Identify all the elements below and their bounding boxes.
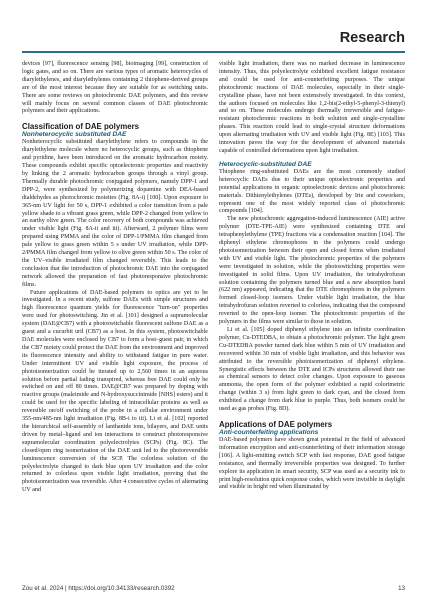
left-column bbox=[22, 61, 208, 495]
section-heading-applications: Applications of DAE polymers bbox=[219, 419, 333, 429]
right-column bbox=[219, 61, 405, 492]
paragraph: Li et al. [105] doped diphenyl ethylene into an infinite coordination polymer, Cu-DTEDBA, to obtain a photochromic polymer. The light green Cu-DTEDBA powder turned dark blue within 5 min of UV irradiation and recovered within 30 min of visible light irradiation, and this behavior was attributed to the reversible photoisomerization of diphenyl ethylene. Synergistic effects between the DTE and ICPs structures allowed their use as chemical sensors to detect color changes. Upon exposure to gaseous ammonia, the open form of the polymer exhibited a rapid colorimetric change (within 3 s) from light green to dark cyan, and the closed form exhibited a change from dark blue to purple. Thus, both isomers could be used as gas probes (Fig. 8D). bbox=[219, 327, 405, 413]
paragraph: devices [97], fluorescence sensing [98], bioimaging [99], construction of logic gates, and so on. There are various types of aromatic heterocycles of diarylethylenes, and diarylethylenes containing 2 thiophene-derived groups are of the most interest because they are suitable for as switching units. There are some reviews on photochromic DAE polymers, and this review will mainly focus on several common classes of DAE photochromic polymers and their applications. bbox=[22, 61, 208, 115]
paragraph: visible light irradiation, there was no marked decrease in luminescence intensity. Thus, this polyelectrolyte exhibited excellent fatigue resistance and could be used for anti-counterfeiting purposes. The unique photochromic reactions of DAE molecules, especially in their single-crystalline phase, have not been extensively investigated. In this context, the authors focused on molecules like 1,2-bis(2-ethyl-5-phenyl-3-thienyl) and so on. These molecules undergo thermally irreversible and fatigue-resistant photochromic reactions in both solution and single-crystalline phases. This reaction could lead to single-crystal structure deformations upon alternating irradiation with UV and visible light (Fig. 8E) [103]. This innovation paves the way for the development of advanced materials capable of controlled deformations upon light irradiation. bbox=[219, 61, 405, 154]
section-heading-classification: Classification of DAE polymers bbox=[22, 122, 140, 132]
paragraph: The new photochromic aggregation-induced luminescence (AIE) active polymer (DTE-TPE-AIE) were synthesized containing DTE and tetraphenylethylene (TPE) fractions via a condensation reaction [104]. The diphenyl ethylene chromophores in the polymers could undergo photoisomerization between their open and closed forms when irradiated with UV and visible light. The photochromic properties of the polymers were investigated in solution, while the photoswitching properties were investigated in solid films. Upon UV irradiation, the tetrahydrofuran solution containing the polymers turned blue and a new absorption band (622 nm) appeared, indicating that the DTE chromophores in the polymers formed closed-loop isomers. Under visible light irradiation, the blue tetrahydrofuran solution reverted to colorless, indicating that the compound reverted to the open-loop isomer. The photochromic properties of the polymers in the films were similar to those in solution. bbox=[219, 216, 405, 326]
footer-citation-link[interactable]: Zou et al. 2024 | https://doi.org/10.34133/research.0392 bbox=[22, 585, 175, 592]
subsection-heading-anti-counterfeiting: Anti-counterfeiting applications bbox=[219, 428, 319, 436]
header-rule bbox=[22, 51, 405, 53]
journal-section-label: Research bbox=[339, 30, 405, 46]
subsection-heading-nonheterocyclic: Nonheterocyclic substituted DAE bbox=[22, 131, 127, 139]
paragraph: Future applications of DAE-based polymers to optics are yet to be investigated. In a recent study, sulfone DAEs with simple structures and high fluorescence quantum yields for fluorescence "turn-on" properties were used for photoswitching. Jin et al. [101] designed a supramolecular system (DAE@CB7) with a photoswitchable fluorescent sulfone DAE as a guest and a cucurbit uril (CB7) as a host. In this system, photoswitchable DAE molecules were enclosed by CB7 to form a host–guest pair, in which the CB7 moiety could protect the DAE from the environment and improved its fluorescence intensity and ability to withstand fatigue in pure water. Under intermittent UV and visible light exposure, the process of photoisomerization could be iterated up to 2,560 times in an aqueous solution before partial fading transpired, whereas free DAE could only be switched on and off 80 times. DAE@CB7 was prepared by doping with reactive groups (maleimide and N-hydroxysuccinimide [NHS] esters) and it could be used for the specific labeling of intracellular proteins as well as reversible on/off switching of the probe in a cellular environment under 355-nm/485-nm light irradiation (Fig. 8B-i to iii). Li et al. [102] reported the hierarchical self-assembly of lanthanide ions, bilayers, and DAE units driven by metal–ligand and ion interactions to construct photoresponsive supramolecular coordination polyelectrolytes (SCPs) (Fig. 8C). The closed/open ring isomerization of the DAE unit led to the photoreversible luminescence conversion of the SCP. The colorless solution of the polyelectrolyte changed to dark blue upon UV irradiation and the color returned to colorless upon visible light irradiation, proving that the photoisomerization was reversible. After 4 consecutive cycles of alternating UV and bbox=[22, 289, 208, 494]
paragraph: Thiophene ring-substituted DAEs are the most commonly studied heterocyclic DAEs due to their unique optoelectronic properties and potential applications in organic optoelectronic devices and photochromic materials. Dithienylethylenes (DTEs), developed by Irie and coworkers, represent one of the most widely reported class of photochromic compounds [104]. bbox=[219, 168, 405, 215]
paragraph: Nonheterocyclic substituted diarylethylene refers to compounds in the diarylethylene molecule where no heterocyclic groups, such as thiophene and pyridine, have been introduced on the aromatic hydrocarbon moiety. These compounds exhibit specific optoelectronic properties and reactivity by linking the 2 aromatic hydrocarbon groups through a vinyl group. Thermally durable photochromic conjugated polymers, namely DPP-1 and DPP-2, were synthesized by polymerizing dopamine with DEA-based dialdehydes as photochromic moieties (Fig. 8A-i) [100]. Upon exposure to 365-nm UV light for 50 s, DPP-1 exhibited a color transition from a pale yellow shade to a vibrant grass green, while DPP-2 changed from yellow to an earthy olive green. The color recovery of both compounds was achieved under visible light (Fig. 8A-ii and iii). Afterward, 2 polymer films were prepared using PMMA and the color of DPP-1/PMMA film changed from pale yellow to grass green within 5 s under UV irradiation, while DPP-2/PMMA film changed from yellow to olive green within 50 s. The color of the UV–visible irradiated film changed reversibly. This leads to the conclusion that the introduction of photochromic DAE into the conjugated network allowed the preparation of fast photoresponsive photochromic films. bbox=[22, 139, 208, 288]
page-number: 13 bbox=[398, 585, 405, 592]
subsection-heading-heterocyclic: Heterocyclic-substituted DAE bbox=[219, 160, 312, 168]
paragraph: DAE-based polymers have shown great potential in the field of advanced information encryption and anti-counterfeiting of their information storage [106]. A light-emitting switch SCP with fast response, DAE good fatigue resistance, and thermally irreversible properties was designed. To further explore its application in smart security, SCP was used as a security ink to print high-resolution quick response codes, which were invisible in daylight and visible in bright red when illuminated by bbox=[219, 436, 405, 491]
